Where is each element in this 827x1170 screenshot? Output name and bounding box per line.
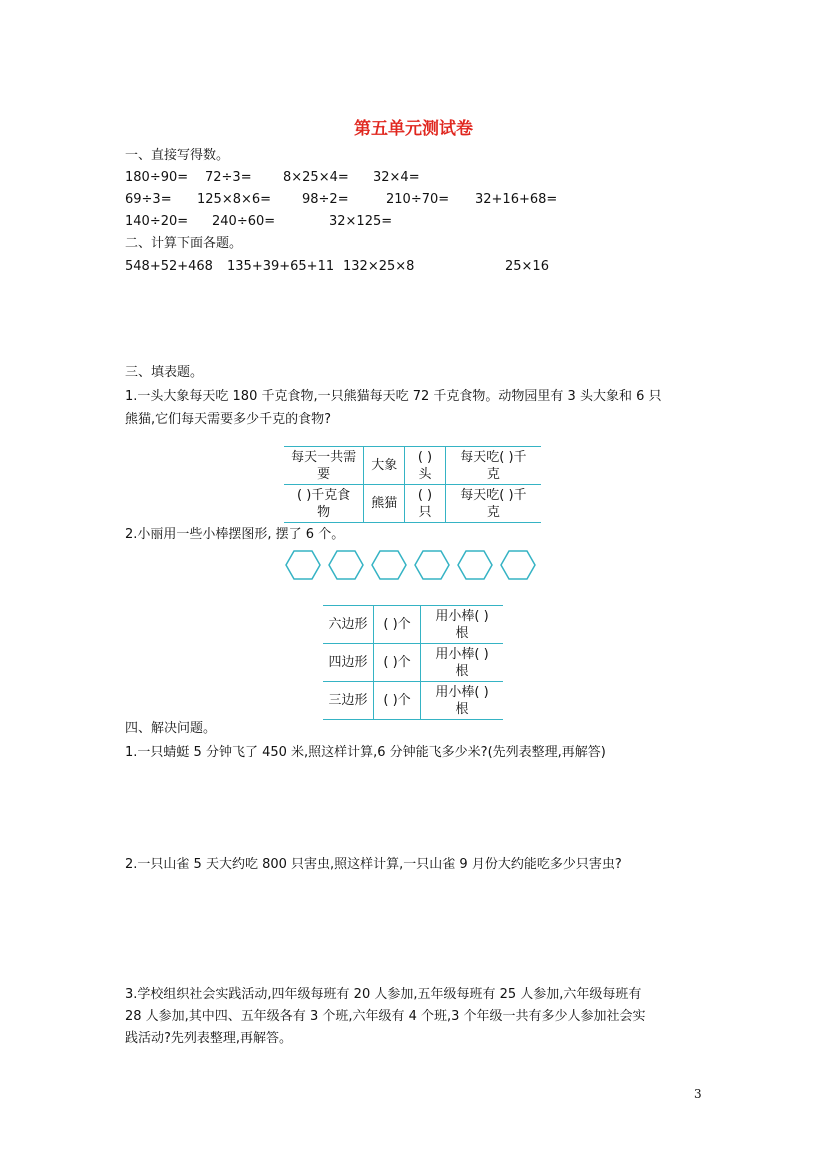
question-text: 熊猫,它们每天需要多少千克的食物?	[125, 412, 332, 427]
food-table	[284, 446, 541, 523]
section4-heading: 四、解决问题。	[125, 721, 217, 736]
page-title: 第五单元测试卷	[354, 119, 473, 139]
table-cell: 六边形	[323, 606, 374, 644]
math-item: 69÷3=	[125, 192, 172, 207]
section3-heading: 三、填表题。	[125, 365, 204, 380]
section1-heading: 一、直接写得数。	[125, 148, 230, 163]
hexagon-shape	[286, 551, 320, 579]
hexagon-shape	[329, 551, 363, 579]
table-cell: 每天吃( )千 克	[445, 447, 541, 485]
page-number: 3	[694, 1087, 702, 1101]
calc-item: 548+52+468	[125, 259, 213, 274]
table-cell: 熊猫	[364, 485, 405, 523]
table-cell: 三边形	[323, 682, 374, 720]
math-item: 32+16+68=	[475, 192, 558, 207]
calc-item: 132×25×8	[343, 259, 415, 274]
hexagon-shape	[458, 551, 492, 579]
table-cell: 每天吃( )千 克	[445, 485, 541, 523]
calc-item: 135+39+65+11	[227, 259, 335, 274]
hexagon-figures	[285, 548, 545, 582]
question-text: 28 人参加,其中四、五年级各有 3 个班,六年级有 4 个班,3 个年级一共有多少人参加社会实	[125, 1009, 646, 1024]
table-cell: ( ) 头	[405, 447, 446, 485]
question-text: 1.一头大象每天吃 180 千克食物,一只熊猫每天吃 72 千克食物。动物园里有 3 头大象和 6 只	[125, 389, 662, 404]
sticks-table	[323, 605, 503, 720]
calc-item: 25×16	[505, 259, 549, 274]
question-text: 3.学校组织社会实践活动,四年级每班有 20 人参加,五年级每班有 25 人参加,六年级每班有	[125, 987, 642, 1002]
math-item: 140÷20=	[125, 214, 189, 229]
hexagon-shape	[501, 551, 535, 579]
question-text: 2.一只山雀 5 天大约吃 800 只害虫,照这样计算,一只山雀 9 月份大约能吃多少只害虫?	[125, 857, 622, 872]
math-item: 32×4=	[373, 170, 420, 185]
math-item: 98÷2=	[302, 192, 349, 207]
table-cell: ( ) 只	[405, 485, 446, 523]
table-cell: 四边形	[323, 644, 374, 682]
math-item: 180÷90=	[125, 170, 189, 185]
table-cell: ( )个	[374, 644, 421, 682]
table-cell: ( )千克食 物	[284, 485, 364, 523]
table-cell: 大象	[364, 447, 405, 485]
hexagon-shape	[415, 551, 449, 579]
question-text: 践活动?先列表整理,再解答。	[125, 1031, 293, 1046]
hexagon-shape	[372, 551, 406, 579]
table-cell: 每天一共需 要	[284, 447, 364, 485]
table-cell: ( )个	[374, 606, 421, 644]
table-cell: 用小棒( ) 根	[421, 682, 504, 720]
math-item: 72÷3=	[205, 170, 252, 185]
section2-heading: 二、计算下面各题。	[125, 236, 243, 251]
table-cell: 用小棒( ) 根	[421, 606, 504, 644]
question-text: 1.一只蜻蜓 5 分钟飞了 450 米,照这样计算,6 分钟能飞多少米?(先列表整理,再解答)	[125, 745, 606, 760]
table-cell: 用小棒( ) 根	[421, 644, 504, 682]
math-item: 240÷60=	[212, 214, 276, 229]
math-item: 210÷70=	[386, 192, 450, 207]
math-item: 125×8×6=	[197, 192, 272, 207]
math-item: 32×125=	[329, 214, 393, 229]
table-cell: ( )个	[374, 682, 421, 720]
math-item: 8×25×4=	[283, 170, 349, 185]
question-text: 2.小丽用一些小棒摆图形, 摆了 6 个。	[125, 527, 345, 542]
